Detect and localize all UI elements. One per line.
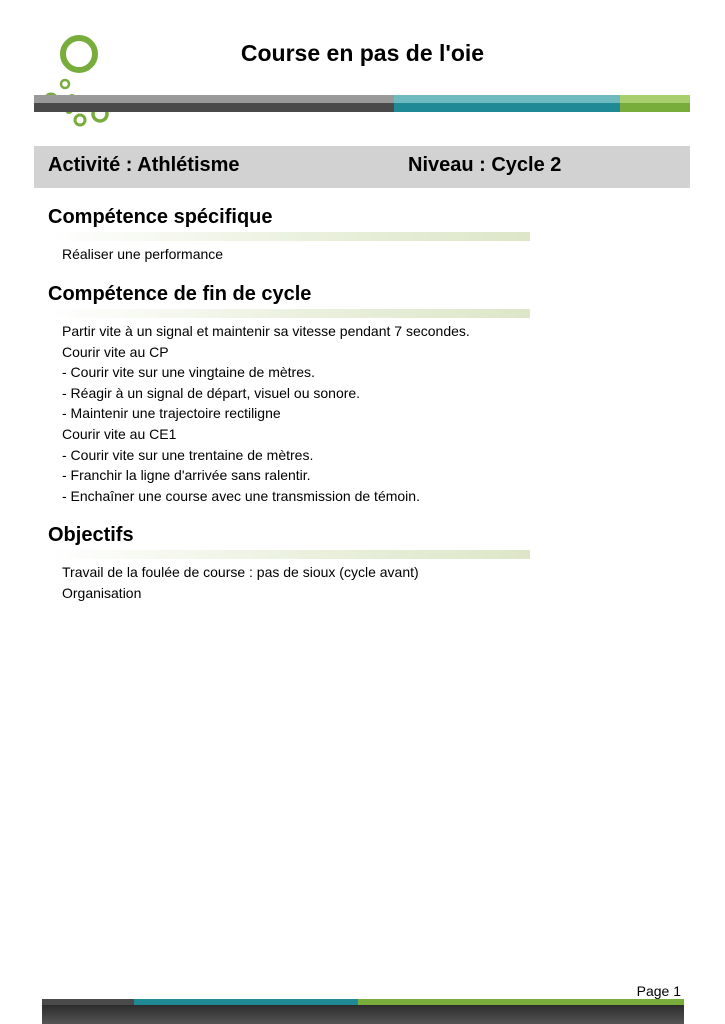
section-underline xyxy=(48,550,530,559)
section-underline xyxy=(48,309,530,318)
body-line: - Maintenir une trajectoire rectiligne xyxy=(62,405,281,422)
page-title: Course en pas de l'oie xyxy=(240,40,485,66)
body-line: - Courir vite sur une vingtaine de mètres. xyxy=(62,364,315,381)
body-line: - Réagir à un signal de départ, visuel ou sonore. xyxy=(62,384,361,401)
section-body xyxy=(62,321,648,506)
body-line: - Courir vite sur une trentaine de mètres. xyxy=(62,446,314,463)
body-line: Organisation xyxy=(62,584,142,601)
body-line: Travail de la foulée de course : pas de sioux (cycle avant) xyxy=(62,564,419,580)
section-heading: Compétence de fin de cycle xyxy=(48,283,312,305)
activity-label: Activité : Athlétisme xyxy=(48,154,240,176)
body-line: - Enchaîner une course avec une transmission de témoin. xyxy=(62,487,420,504)
section-competence-specifique xyxy=(48,205,648,265)
body-line: Partir vite à un signal et maintenir sa vitesse pendant 7 secondes. xyxy=(62,323,470,339)
section-objectifs xyxy=(48,523,648,603)
level-label: Niveau : Cycle 2 xyxy=(408,154,562,176)
body-line: Courir vite au CP xyxy=(62,343,169,360)
section-heading: Objectifs xyxy=(48,524,134,546)
section-underline xyxy=(48,232,530,241)
section-body xyxy=(62,244,648,265)
header-band xyxy=(34,95,690,113)
body-line: Réaliser une performance xyxy=(62,246,224,262)
activity-bar xyxy=(34,146,690,188)
section-competence-fin-de-cycle xyxy=(48,282,648,506)
page-number: Page 1 xyxy=(636,983,681,999)
body-line: - Franchir la ligne d'arrivée sans ralentir. xyxy=(62,467,311,484)
footer-band xyxy=(42,999,684,1024)
section-heading: Compétence spécifique xyxy=(48,206,273,228)
body-line: Courir vite au CE1 xyxy=(62,425,177,442)
section-body xyxy=(62,562,648,603)
